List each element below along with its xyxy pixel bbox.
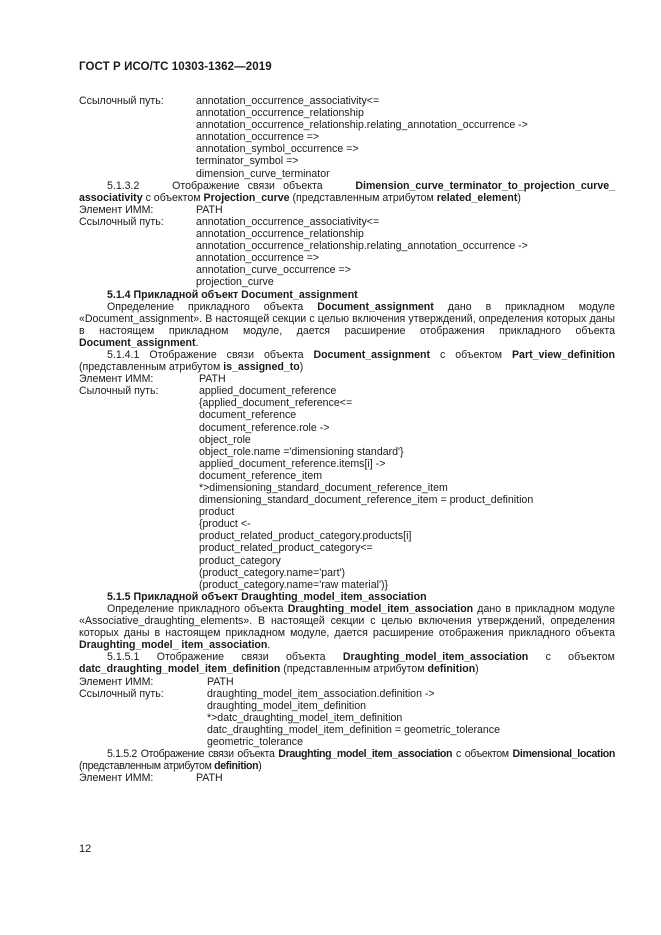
document-header: ГОСТ Р ИСО/ТС 10303-1362—2019: [79, 61, 272, 73]
path-line: draughting_model_item_definition: [207, 699, 367, 712]
path-line: dimensioning_standard_document_reference_item = product_definition: [199, 494, 534, 507]
path-line: annotation_occurrence_associativity<=: [196, 215, 380, 228]
path-line: annotation_occurrence_relationship: [196, 228, 364, 241]
elem-label: Элемент ИММ:: [79, 675, 154, 688]
path-line: datc_draughting_model_item_definition = geometric_tolerance: [207, 723, 500, 736]
path-line: annotation_symbol_occurrence =>: [196, 143, 359, 156]
path-line: product: [199, 506, 235, 519]
path-label: Ссылочный путь:: [79, 95, 164, 107]
path-line: annotation_curve_occurrence =>: [196, 264, 351, 277]
path-line: document_reference: [199, 409, 297, 422]
path-line: applied_document_reference: [199, 385, 337, 398]
elem-label: Элемент ИММ:: [79, 373, 154, 386]
page-number: 12: [79, 843, 92, 855]
section-5-1-5-heading: 5.1.5 Прикладной объект Draughting_model_item_association: [107, 590, 427, 603]
path-line: dimension_curve_terminator: [196, 167, 330, 180]
elem-value: PATH: [196, 772, 223, 785]
reference-path-block: [79, 95, 615, 180]
elem-label: Элемент ИММ:: [79, 772, 154, 785]
path-line: document_reference.role ->: [199, 421, 330, 434]
path-line: (product_category.name='raw material')}: [199, 578, 389, 591]
path-line: *>dimensioning_standard_document_reference_item: [199, 482, 448, 494]
path-label: Ссылочный путь:: [79, 215, 164, 228]
elem-value: PATH: [199, 373, 226, 386]
section-5-1-4-definition: Определение прикладного объекта Document_assignment дано в прикладном модуле «Document_assignment». В настоящей секции с целью включения утверждений, определения которых даны в настоящем прикладном модуле, дается расширение отображения прикладного объекта Document_assignment.: [79, 300, 615, 349]
path-line: annotation_occurrence =>: [196, 131, 320, 144]
path-line: product_related_product_category<=: [199, 542, 373, 555]
elem-value: PATH: [207, 675, 234, 688]
section-5-1-4-1-title: 5.1.4.1 Отображение связи объекта Document_assignment с объектом Part_view_definition (представленным атрибутом is_assigned_to): [79, 348, 616, 374]
elem-label: Элемент ИММ:: [79, 203, 154, 216]
path-line: annotation_occurrence_associativity<=: [196, 95, 380, 107]
path-line: document_reference_item: [199, 469, 323, 482]
section-5-1-4-heading: 5.1.4 Прикладной объект Document_assignment: [107, 288, 358, 301]
path-line: draughting_model_item_association.definition ->: [207, 687, 435, 700]
path-line: annotation_occurrence =>: [196, 252, 320, 265]
section-5-1-3-2-title-cont: associativity с объектом Projection_curve (представленным атрибутом related_element): [79, 191, 521, 204]
path-line: product_related_product_category.products[i]: [199, 530, 412, 543]
path-line: geometric_tolerance: [207, 735, 303, 748]
path-line: terminator_symbol =>: [196, 155, 299, 168]
path-line: annotation_occurrence_relationship.relating_annotation_occurrence ->: [196, 240, 528, 253]
section-5-1-5-1-title: 5.1.5.1 Отображение связи объекта Draughting_model_item_association с объектом datc_draughting_model_item_definition (представленным атрибутом definition): [79, 651, 615, 676]
path-line: {applied_document_reference<=: [199, 397, 353, 410]
path-line: {product <-: [199, 518, 251, 531]
section-5-1-5-2-title: 5.1.5.2 Отображение связи объекта Draughting_model_item_association с объектом Dimensional_location (представленным атрибутом definition): [79, 748, 616, 773]
path-line: (product_category.name='part'): [199, 566, 346, 579]
path-line: object_role: [199, 433, 251, 446]
elem-value: PATH: [196, 203, 223, 216]
path-line: object_role.name ='dimensioning standard'}: [199, 445, 404, 458]
path-line: projection_curve: [196, 276, 274, 289]
section-5-1-5-definition: Определение прикладного объекта Draughting_model_item_association дано в прикладном модуле «Associative_draughting_elements». В настоящей секции с целью включения утверждений, определения которых даны в настоящем прикладном модуле, дается расширение отображения прикладного объекта Draughting_model_ item_association.: [79, 602, 615, 652]
path-line: *>datc_draughting_model_item_definition: [207, 711, 403, 724]
path-line: annotation_occurrence_relationship.relating_annotation_occurrence ->: [196, 119, 528, 132]
path-label: Ссылочный путь:: [79, 687, 164, 700]
path-line: applied_document_reference.items[i] ->: [199, 457, 386, 470]
document-body: [79, 95, 615, 784]
path-line: product_category: [199, 554, 281, 567]
section-5-1-3-2-title: 5.1.3.2 Отображение связи объекта Dimension_curve_terminator_to_projection_curve_: [107, 179, 616, 192]
path-line: annotation_occurrence_relationship: [196, 107, 364, 120]
path-label: Сылочный путь:: [79, 385, 159, 398]
